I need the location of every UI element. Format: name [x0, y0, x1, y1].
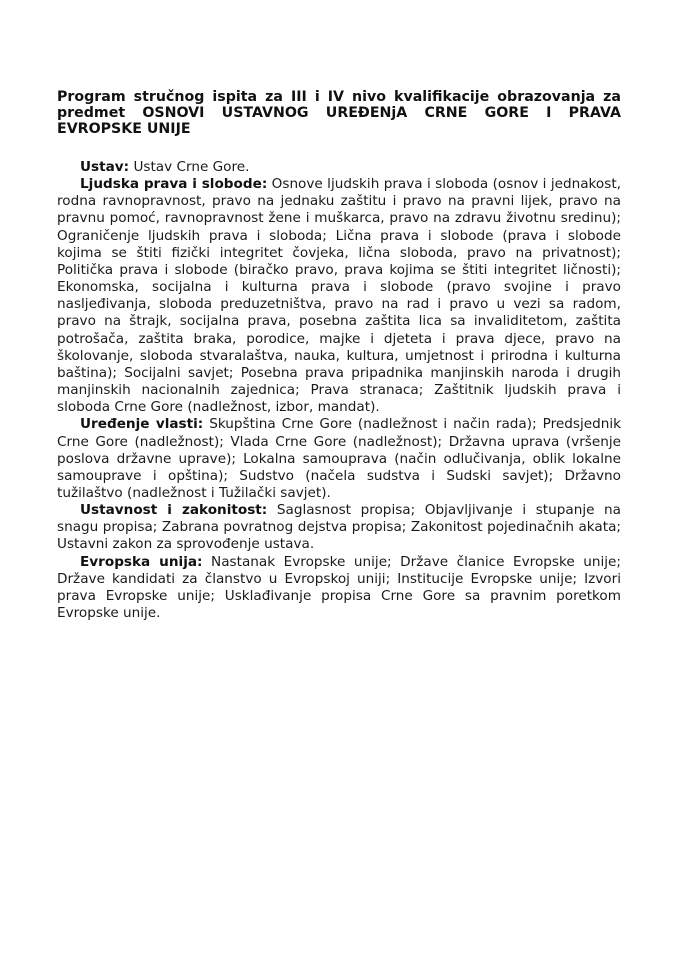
- section-ljudska-prava: [57, 176, 621, 416]
- section-text: Ustav Crne Gore.: [133, 159, 250, 175]
- section-ustav: [57, 159, 621, 176]
- section-text: Saglasnost propisa; Objavljivanje i stupanje na snagu propisa; Zabrana povratnog dejstva propisa; Zakonitost pojedinačnih akata; Ustavni zakon za sprovođenje ustava.: [57, 502, 621, 553]
- section-heading: Evropska unija:: [80, 553, 203, 570]
- section-text: Skupština Crne Gore (nadležnost i način rada); Predsjednik Crne Gore (nadležnost); Vlada Crne Gore (nadležnost); Državna uprava (vršenje poslova državne uprave); Lokalna samouprava (način odlučivanja, oblik lokalne samouprave i opština); Sudstvo (načela sudstva i Sudski savjet); Državno tužilaštvo (nadležnost i Tužilački savjet).: [57, 416, 621, 501]
- section-uredjenje-vlasti: [57, 416, 621, 502]
- section-heading: Ustav:: [80, 159, 130, 175]
- document-page: [57, 89, 621, 622]
- section-evropska-unija: [57, 554, 621, 623]
- document-title: Program stručnog ispita za III i IV nivo kvalifikacije obrazovanja za predmet OSNOVI USTAVNOG UREĐENjA CRNE GORE I PRAVA EVROPSKE UNIJE: [57, 89, 621, 137]
- section-heading: Ljudska prava i slobode:: [80, 176, 268, 193]
- section-text: Osnove ljudskih prava i sloboda (osnov i jednakost, rodna ravnopravnost, pravo na jednaku zaštitu i pravo na pravni lijek, pravo na pravnu pomoć, ravnopravnost žene i muškarca, pravo na zdravu životnu sredinu); Ograničenje ljudskih prava i sloboda; Lična prava i slobode (prava i slobode kojima se štiti fizički integritet čovjeka, lična sloboda, pravo na privatnost); Politička prava i slobode (biračko pravo, prava kojima se štiti integritet ličnosti); Ekonomska, socijalna i kulturna prava i slobode (pravo svojine i pravo nasljeđivanja, sloboda preduzetništva, pravo na rad i pravo u vezi sa radom, pravo na štrajk, socijalna prava, posebna zaštita lica sa invaliditetom, zaštita potrošača, zaštita braka, porodice, majke i djeteta i prava djece, pravo na školovanje, sloboda stvaralaštva, nauka, kultura, umjetnost i prirodna i kulturna baština); Socijalni savjet; Posebna prava pripadnika manjinskih naroda i drugih manjinskih nacionalnih zajednica; Prava stranaca; Zaštitnik ljudskih prava i sloboda Crne Gore (nadležnost, izbor, mandat).: [57, 176, 621, 416]
- section-text: Nastanak Evropske unije; Države članice Evropske unije; Države kandidati za članstvo u Evropskoj uniji; Institucije Evropske unije; Izvori prava Evropske unije; Usklađivanje propisa Crne Gore sa pravnim poretkom Evropske unije.: [57, 553, 622, 622]
- section-heading: Ustavnost i zakonitost:: [80, 502, 268, 519]
- section-heading: Uređenje vlasti:: [80, 416, 204, 433]
- section-ustavnost-zakonitost: [57, 502, 621, 553]
